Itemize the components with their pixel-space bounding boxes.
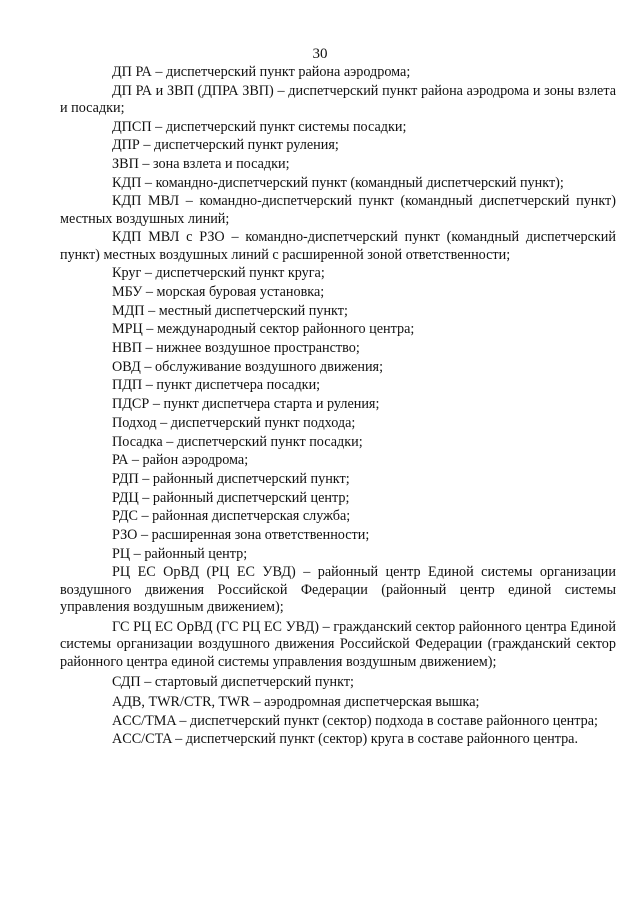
abbreviation-entry: КДП – командно-диспетчерский пункт (командный диспетчерский пункт); (112, 174, 564, 191)
abbreviation-entry: РДЦ – районный диспетчерский центр; (112, 489, 350, 506)
abbreviation-entry: АДВ, TWR/CTR, TWR – аэродромная диспетчерская вышка; (112, 693, 480, 710)
abbreviation-entry: ACC/CTA – диспетчерский пункт (сектор) круга в составе районного центра. (112, 731, 579, 748)
abbreviation-entry: РЗО – расширенная зона ответственности; (112, 527, 370, 544)
abbreviation-entry: ДПСП – диспетчерский пункт системы посадки; (112, 118, 407, 135)
abbreviations-list (60, 64, 616, 750)
abbreviation-entry: ACC/TMA – диспетчерский пункт (сектор) подхода в составе районного центра; (112, 712, 598, 729)
abbreviation-entry: РА – район аэродрома; (112, 452, 249, 469)
abbreviation-entry: ДПР – диспетчерский пункт руления; (112, 137, 339, 154)
abbreviation-entry: ЗВП – зона взлета и посадки; (112, 156, 290, 173)
abbreviation-entry: МБУ – морская буровая установка; (112, 283, 325, 300)
abbreviation-entry: НВП – нижнее воздушное пространство; (112, 340, 360, 357)
abbreviation-entry: МДП – местный диспетчерский пункт; (112, 302, 348, 319)
abbreviation-entry: РЦ – районный центр; (112, 545, 248, 562)
abbreviation-entry: РДС – районная диспетчерская служба; (112, 508, 351, 525)
abbreviation-entry: КДП МВЛ – командно-диспетчерский пункт (командный диспетчерский пункт) местных воздушных линий; (60, 193, 616, 227)
abbreviation-entry: ПДП – пункт диспетчера посадки; (112, 377, 321, 394)
abbreviation-entry: ГС РЦ ЕС ОрВД (ГС РЦ ЕС УВД) – гражданский сектор районного центра Единой системы организации воздушного движения Российской Федерации (гражданский сектор районного центра единой системы управления воздушным движением); (60, 619, 616, 670)
abbreviation-entry: Посадка – диспетчерский пункт посадки; (112, 433, 363, 450)
abbreviation-entry: ДП РА и ЗВП (ДПРА ЗВП) – диспетчерский пункт района аэродрома и зоны взлета и посадки; (60, 82, 616, 116)
abbreviation-entry: ОВД – обслуживание воздушного движения; (112, 358, 384, 375)
abbreviation-entry: ДП РА – диспетчерский пункт района аэродрома; (112, 64, 411, 80)
abbreviation-entry: КДП МВЛ с РЗО – командно-диспетчерский пункт (командный диспетчерский пункт) местных воздушных линий с расширенной зоной ответственности; (60, 229, 616, 263)
page-number: 30 (312, 46, 328, 62)
abbreviation-entry: РДП – районный диспетчерский пункт; (112, 470, 350, 487)
abbreviation-entry: Подход – диспетчерский пункт подхода; (112, 414, 356, 431)
abbreviation-entry: ПДСР – пункт диспетчера старта и руления; (112, 396, 380, 413)
abbreviation-entry: СДП – стартовый диспетчерский пункт; (112, 673, 354, 690)
abbreviation-entry: Круг – диспетчерский пункт круга; (112, 265, 325, 282)
abbreviation-entry: МРЦ – международный сектор районного центра; (112, 321, 415, 338)
abbreviation-entry: РЦ ЕС ОрВД (РЦ ЕС УВД) – районный центр Единой системы организации воздушного движения Российской Федерации (районный центр единой системы управления воздушным движением); (60, 564, 616, 615)
